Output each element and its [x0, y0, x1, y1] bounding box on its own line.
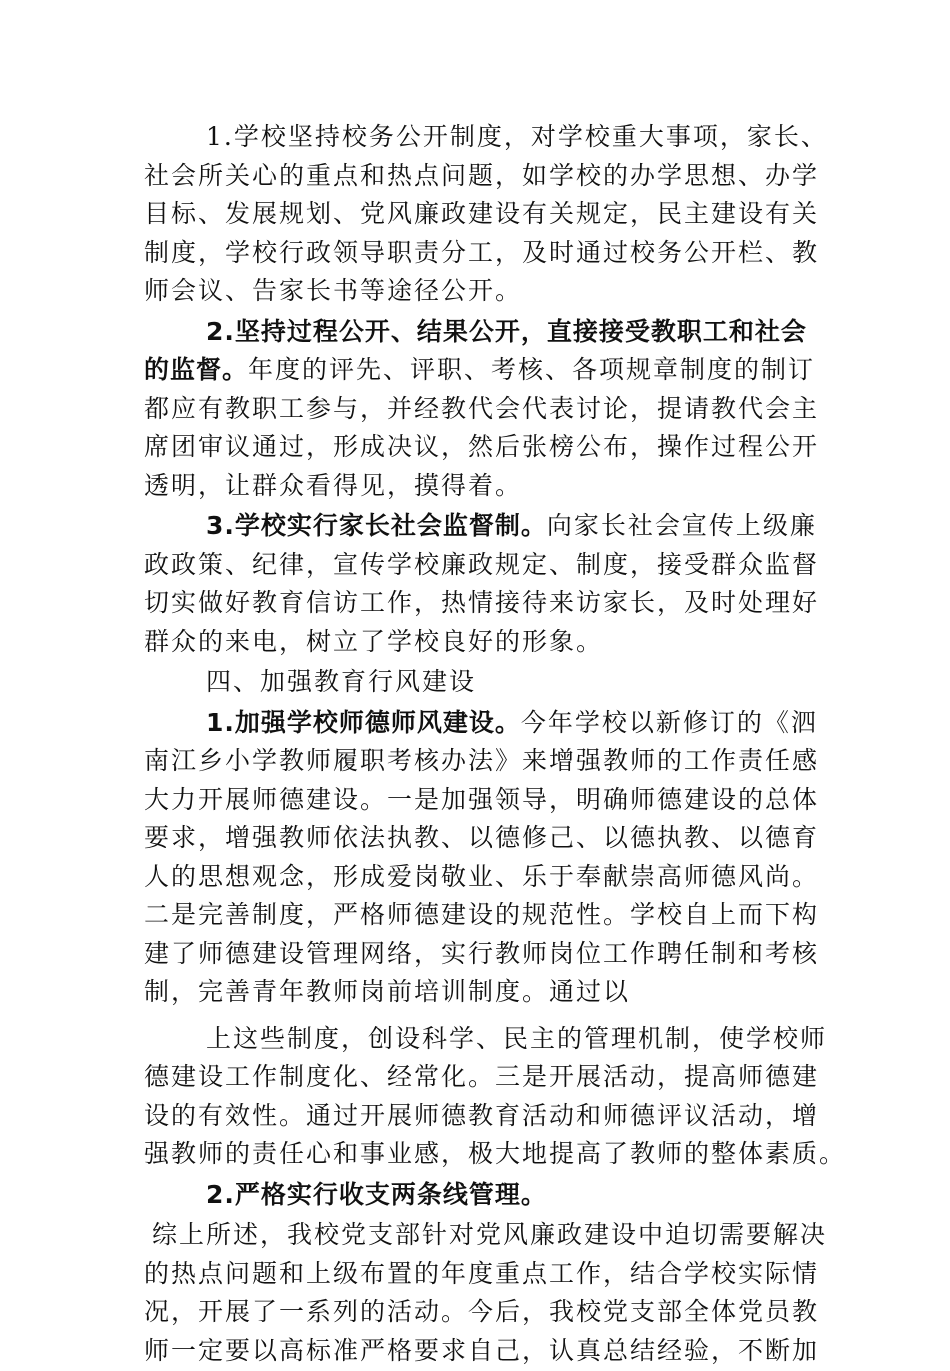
text-line [144, 858, 820, 897]
text-run: 今年学校以新修订的《泗 [520, 708, 818, 737]
text-line [206, 507, 876, 546]
text-line [144, 157, 820, 196]
text-line [144, 1255, 820, 1294]
text-line [206, 118, 876, 157]
text-line [144, 781, 820, 820]
text-line [144, 896, 820, 935]
text-run: 南江乡小学教师履职考核办法》来增强教师的工作责任感 [144, 746, 820, 775]
text-run: 目标、发展规划、党风廉政建设有关规定，民主建设有关 [144, 199, 820, 228]
text-run: 的热点问题和上级布置的年度重点工作，结合学校实际情 [144, 1259, 820, 1288]
text-line [144, 1332, 820, 1371]
text-line [206, 313, 876, 352]
text-line [144, 467, 814, 506]
text-line [144, 272, 814, 311]
text-run: 政政策、纪律，宣传学校廉政规定、制度，接受群众监督 [144, 550, 820, 579]
bold-run: 的监督。 [144, 355, 249, 384]
text-run: 德建设工作制度化、经常化。三是开展活动，提高师德建 [144, 1062, 820, 1091]
text-line [144, 935, 820, 974]
text-line [206, 1176, 876, 1215]
text-run: 年度的评先、评职、考核、各项规章制度的制订 [248, 355, 816, 384]
text-run: 上这些制度，创设科学、民主的管理机制，使学校师 [206, 1024, 828, 1053]
bold-run: 1.加强学校师德师风建设。 [206, 708, 521, 737]
text-line [144, 973, 814, 1012]
text-line [206, 1020, 876, 1059]
text-run: 群众的来电，树立了学校良好的形象。 [144, 627, 604, 656]
section-heading [206, 663, 876, 702]
text-run: 透明，让群众看得见，摸得着。 [144, 471, 523, 500]
bold-run: 2.坚持过程公开、结果公开，直接接受教职工和社会 [206, 317, 807, 346]
text-run: 席团审议通过，形成决议，然后张榜公布，操作过程公开 [144, 432, 820, 461]
text-run: 要求，增强教师依法执教、以德修己、以德执教、以德育 [144, 823, 820, 852]
text-run: 师会议、告家长书等途径公开。 [144, 276, 523, 305]
text-run: 向家长社会宣传上级廉 [546, 511, 817, 540]
text-line [144, 819, 820, 858]
text-run: 1.学校坚持校务公开制度，对学校重大事项，家长、 [206, 122, 828, 151]
bold-run: 2.严格实行收支两条线管理。 [206, 1180, 547, 1209]
text-run: 制，完善青年教师岗前培训制度。通过以 [144, 977, 631, 1006]
text-line [144, 1097, 820, 1136]
text-run: 师一定要以高标准严格要求自己，认真总结经验，不断加 [144, 1336, 820, 1365]
text-run: 强教师的责任心和事业感，极大地提高了教师的整体素质。 [144, 1139, 847, 1168]
text-line [144, 428, 820, 467]
text-line [144, 351, 814, 390]
text-run: 设的有效性。通过开展师德教育活动和师德评议活动，增 [144, 1101, 820, 1130]
text-line [206, 704, 876, 743]
text-line [144, 1135, 847, 1174]
text-line [144, 584, 820, 623]
text-run: 综上所述，我校党支部针对党风廉政建设中迫切需要解决 [152, 1220, 828, 1249]
text-run: 切实做好教育信访工作，热情接待来访家长，及时处理好 [144, 588, 820, 617]
text-run: 都应有教职工参与，并经教代会代表讨论，提请教代会主 [144, 394, 820, 423]
text-run: 社会所关心的重点和热点问题，如学校的办学思想、办学 [144, 161, 820, 190]
text-run: 四、加强教育行风建设 [206, 667, 477, 696]
text-run: 建了师德建设管理网络，实行教师岗位工作聘任制和考核 [144, 939, 820, 968]
text-line [144, 623, 814, 662]
text-line [144, 195, 820, 234]
text-run: 人的思想观念，形成爱岗敬业、乐于奉献崇高师德风尚。 [144, 862, 820, 891]
text-line [144, 390, 820, 429]
text-line [144, 1293, 820, 1332]
text-run: 制度，学校行政领导职责分工，及时通过校务公开栏、教 [144, 238, 820, 267]
text-run: 况，开展了一系列的活动。今后，我校党支部全体党员教 [144, 1297, 820, 1326]
text-line [144, 742, 820, 781]
text-run: 大力开展师德建设。一是加强领导，明确师德建设的总体 [144, 785, 820, 814]
text-line [152, 1216, 828, 1255]
bold-run: 3.学校实行家长社会监督制。 [206, 511, 547, 540]
text-line [144, 546, 820, 585]
text-run: 二是完善制度，严格师德建设的规范性。学校自上而下构 [144, 900, 820, 929]
text-line [144, 234, 820, 273]
text-line [144, 1058, 820, 1097]
